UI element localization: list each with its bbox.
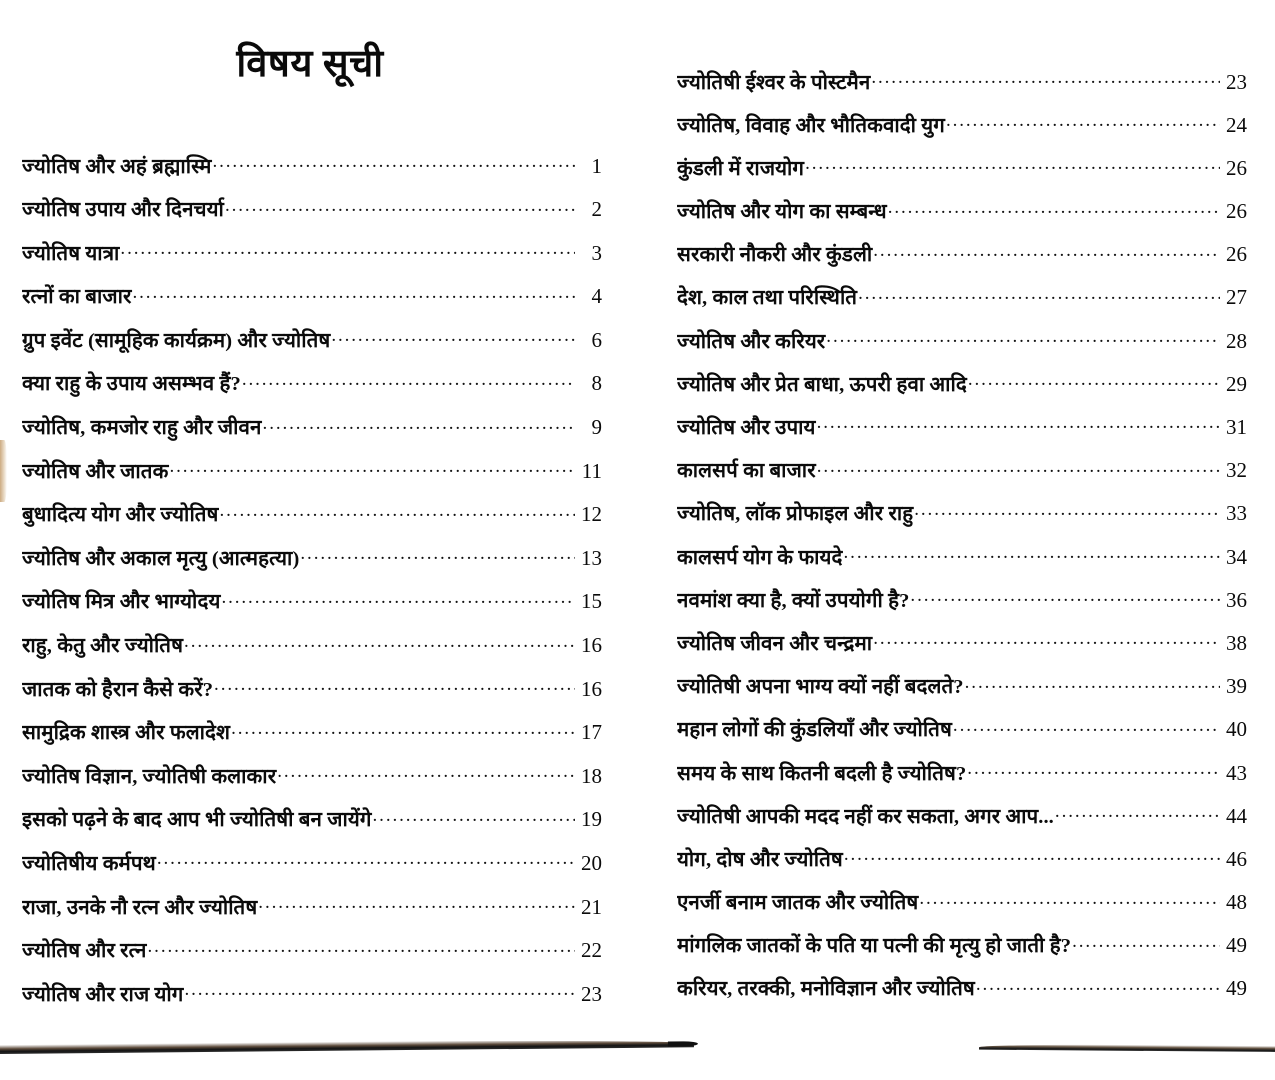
toc-dot-leader bbox=[212, 152, 575, 173]
toc-dot-leader bbox=[871, 68, 1220, 89]
toc-entry[interactable] bbox=[677, 586, 1247, 629]
toc-entry[interactable] bbox=[677, 889, 1247, 932]
toc-entry-page-number: 17 bbox=[581, 720, 602, 745]
toc-entry-label: ज्योतिष और प्रेत बाधा, ऊपरी हवा आदि bbox=[677, 373, 967, 396]
toc-entry[interactable] bbox=[677, 629, 1247, 672]
toc-entry[interactable] bbox=[677, 457, 1247, 500]
toc-entry-page-number: 13 bbox=[581, 545, 602, 570]
toc-dot-leader bbox=[331, 326, 575, 347]
toc-dot-leader bbox=[242, 370, 575, 391]
toc-entry-label: ज्योतिष, विवाह और भौतिकवादी युग bbox=[677, 114, 945, 137]
toc-entry[interactable] bbox=[677, 370, 1247, 413]
toc-entry-label: ज्योतिष और जातक bbox=[22, 460, 169, 483]
toc-dot-leader bbox=[910, 586, 1220, 607]
toc-entry-label: ज्योतिष मित्र और भाग्योदय bbox=[22, 591, 221, 614]
toc-entry-label: ज्योतिषी ईश्वर के पोस्टमैन bbox=[677, 71, 871, 94]
toc-entry-label: ग्रुप इवेंट (सामूहिक कार्यक्रम) और ज्योतिष bbox=[22, 329, 331, 352]
toc-dot-leader bbox=[220, 501, 576, 522]
toc-dot-leader bbox=[873, 629, 1220, 650]
toc-dot-leader bbox=[888, 198, 1220, 219]
toc-entry-page-number: 16 bbox=[581, 633, 602, 658]
toc-entry[interactable] bbox=[22, 632, 602, 676]
toc-entry[interactable] bbox=[677, 759, 1247, 802]
toc-column-right bbox=[677, 68, 1247, 1018]
toc-entry-page-number: 33 bbox=[1226, 501, 1247, 526]
toc-entry[interactable] bbox=[22, 719, 602, 763]
toc-entry-label: ज्योतिषीय कर्मपथ bbox=[22, 853, 156, 875]
toc-entry[interactable] bbox=[677, 500, 1247, 543]
toc-dot-leader bbox=[953, 716, 1220, 737]
toc-entry[interactable] bbox=[22, 850, 602, 894]
toc-dot-leader bbox=[844, 543, 1220, 564]
toc-entry-label: ज्योतिष यात्रा bbox=[22, 242, 120, 265]
toc-entry-page-number: 16 bbox=[581, 676, 602, 701]
toc-entry[interactable] bbox=[22, 501, 602, 545]
toc-dot-leader bbox=[976, 975, 1220, 996]
toc-entry-page-number: 28 bbox=[1226, 328, 1247, 353]
toc-entry-label: सामुद्रिक शास्त्र और फलादेश bbox=[22, 722, 231, 745]
toc-entry[interactable] bbox=[22, 457, 602, 501]
toc-entry-page-number: 48 bbox=[1226, 890, 1247, 915]
toc-entry-page-number: 11 bbox=[581, 458, 602, 483]
toc-column-left bbox=[22, 152, 602, 1024]
toc-entry-page-number: 4 bbox=[591, 284, 602, 309]
toc-entry-label: देश, काल तथा परिस्थिति bbox=[677, 287, 858, 310]
toc-entry-page-number: 15 bbox=[581, 589, 602, 614]
toc-entry-label: मांगलिक जातकों के पति या पत्नी की मृत्यु हो जाती है? bbox=[677, 935, 1072, 958]
toc-entry-label: ज्योतिष, लॉक प्रोफाइल और राहु bbox=[677, 503, 914, 526]
toc-entry-page-number: 18 bbox=[581, 763, 602, 788]
toc-dot-leader bbox=[817, 414, 1220, 435]
toc-entry-page-number: 29 bbox=[1226, 371, 1247, 396]
toc-dot-leader bbox=[946, 111, 1220, 132]
toc-entry[interactable] bbox=[677, 327, 1247, 370]
toc-entry-label: ज्योतिष और उपाय bbox=[677, 417, 816, 439]
toc-entry[interactable] bbox=[22, 239, 602, 283]
toc-dot-leader bbox=[805, 154, 1220, 175]
toc-entry[interactable] bbox=[677, 111, 1247, 154]
toc-entry-page-number: 9 bbox=[591, 415, 602, 440]
toc-entry-page-number: 27 bbox=[1226, 285, 1247, 310]
toc-entry-page-number: 39 bbox=[1226, 674, 1247, 699]
toc-entry-page-number: 1 bbox=[591, 153, 602, 178]
toc-entry-page-number: 21 bbox=[581, 894, 602, 919]
toc-entry[interactable] bbox=[677, 198, 1247, 241]
toc-entry[interactable] bbox=[677, 802, 1247, 845]
toc-entry-page-number: 6 bbox=[591, 327, 602, 352]
toc-entry[interactable] bbox=[22, 283, 602, 327]
toc-entry-page-number: 8 bbox=[591, 371, 602, 396]
toc-dot-leader bbox=[1072, 932, 1220, 953]
toc-entry-label: ज्योतिष उपाय और दिनचर्या bbox=[22, 199, 224, 222]
toc-dot-leader bbox=[184, 632, 575, 653]
toc-entry-label: ज्योतिषी आपकी मदद नहीं कर सकता, अगर आप... bbox=[677, 805, 1054, 828]
toc-entry-page-number: 32 bbox=[1226, 458, 1247, 483]
toc-entry-label: ज्योतिष और योग का सम्बन्ध bbox=[677, 201, 887, 224]
toc-entry-page-number: 19 bbox=[581, 807, 602, 832]
toc-dot-leader bbox=[277, 762, 575, 783]
toc-entry[interactable] bbox=[677, 975, 1247, 1018]
toc-entry-page-number: 46 bbox=[1226, 846, 1247, 871]
toc-dot-leader bbox=[120, 239, 575, 260]
toc-dot-leader bbox=[373, 806, 575, 827]
toc-entry[interactable] bbox=[22, 893, 602, 937]
toc-entry-label: ज्योतिषी अपना भाग्य क्यों नहीं बदलते? bbox=[677, 676, 964, 699]
toc-dot-leader bbox=[817, 457, 1220, 478]
toc-entry[interactable] bbox=[677, 716, 1247, 759]
toc-entry[interactable] bbox=[22, 980, 602, 1024]
toc-entry[interactable] bbox=[677, 154, 1247, 197]
toc-entry-page-number: 38 bbox=[1226, 630, 1247, 655]
toc-dot-leader bbox=[965, 673, 1220, 694]
toc-entry-label: ज्योतिष जीवन और चन्द्रमा bbox=[677, 632, 873, 655]
toc-entry-label: बुधादित्य योग और ज्योतिष bbox=[22, 504, 219, 527]
toc-entry-label: महान लोगों की कुंडलियाँ और ज्योतिष bbox=[677, 719, 952, 742]
toc-entry-page-number: 40 bbox=[1226, 717, 1247, 742]
toc-dot-leader bbox=[258, 893, 575, 914]
toc-entry-label: करियर, तरक्की, मनोविज्ञान और ज्योतिष bbox=[677, 978, 975, 1001]
page-edge-left bbox=[0, 1038, 694, 1054]
toc-entry-page-number: 23 bbox=[581, 981, 602, 1006]
toc-entry-label: ज्योतिष और अकाल मृत्यु (आत्महत्या) bbox=[22, 547, 300, 570]
toc-entry[interactable] bbox=[677, 68, 1247, 111]
toc-entry-page-number: 26 bbox=[1226, 199, 1247, 224]
toc-entry[interactable] bbox=[22, 937, 602, 981]
toc-entry-label: ज्योतिष और अहं ब्रह्मास्मि bbox=[22, 155, 212, 178]
toc-dot-leader bbox=[133, 283, 576, 304]
toc-entry-label: राहु, केतु और ज्योतिष bbox=[22, 635, 184, 658]
toc-entry-label: ज्योतिष और राज योग bbox=[22, 983, 184, 1006]
toc-entry-label: राजा, उनके नौ रत्न और ज्योतिष bbox=[22, 896, 258, 919]
toc-entry-label: कुंडली में राजयोग bbox=[677, 157, 805, 180]
toc-dot-leader bbox=[225, 196, 575, 217]
toc-entry-label: ज्योतिष, कमजोर राहु और जीवन bbox=[22, 417, 262, 440]
toc-entry-label: रत्नों का बाजार bbox=[22, 286, 132, 309]
book-binding-mark bbox=[0, 440, 7, 502]
toc-entry[interactable] bbox=[677, 241, 1247, 284]
toc-dot-leader bbox=[967, 759, 1220, 780]
toc-entry[interactable] bbox=[22, 152, 602, 196]
toc-entry[interactable] bbox=[22, 762, 602, 806]
toc-entry-page-number: 20 bbox=[581, 851, 602, 875]
toc-entry-page-number: 43 bbox=[1226, 760, 1247, 785]
toc-entry-label: क्या राहु के उपाय असम्भव हैं? bbox=[22, 373, 241, 396]
toc-entry[interactable] bbox=[22, 675, 602, 719]
toc-entry[interactable] bbox=[677, 845, 1247, 888]
toc-entry-label: जातक को हैरान कैसे करें? bbox=[22, 678, 214, 701]
page-edge-right bbox=[979, 1044, 1275, 1052]
toc-entry-page-number: 49 bbox=[1226, 976, 1247, 1001]
toc-entry-page-number: 12 bbox=[581, 502, 602, 527]
toc-entry-page-number: 34 bbox=[1226, 544, 1247, 569]
toc-dot-leader bbox=[1055, 802, 1220, 823]
toc-entry[interactable] bbox=[677, 414, 1247, 457]
toc-entry-label: योग, दोष और ज्योतिष bbox=[677, 848, 843, 871]
toc-dot-leader bbox=[148, 937, 575, 958]
toc-entry-page-number: 49 bbox=[1226, 933, 1247, 958]
toc-entry[interactable] bbox=[677, 543, 1247, 586]
toc-entry[interactable] bbox=[22, 196, 602, 240]
toc-entry[interactable] bbox=[22, 414, 602, 458]
toc-entry-page-number: 31 bbox=[1226, 415, 1247, 439]
toc-entry-label: ज्योतिष और रत्न bbox=[22, 940, 147, 963]
toc-dot-leader bbox=[300, 544, 575, 565]
toc-dot-leader bbox=[221, 588, 575, 609]
toc-dot-leader bbox=[263, 414, 575, 435]
toc-entry-label: कालसर्प का बाजार bbox=[677, 460, 816, 483]
toc-dot-leader bbox=[184, 980, 575, 1001]
toc-entry-page-number: 26 bbox=[1226, 155, 1247, 180]
toc-entry[interactable] bbox=[677, 673, 1247, 716]
toc-dot-leader bbox=[914, 500, 1220, 521]
toc-dot-leader bbox=[214, 675, 575, 696]
toc-entry-page-number: 24 bbox=[1226, 112, 1247, 137]
toc-entry-label: सरकारी नौकरी और कुंडली bbox=[677, 244, 873, 267]
toc-entry[interactable] bbox=[22, 806, 602, 850]
toc-entry[interactable] bbox=[677, 932, 1247, 975]
toc-entry-label: ज्योतिष और करियर bbox=[677, 330, 826, 353]
toc-entry[interactable] bbox=[22, 544, 602, 588]
toc-entry-label: इसको पढ़ने के बाद आप भी ज्योतिषी बन जायेंगे bbox=[22, 809, 372, 832]
toc-dot-leader bbox=[157, 850, 575, 871]
toc-dot-leader bbox=[919, 889, 1220, 910]
toc-entry[interactable] bbox=[22, 326, 602, 370]
toc-entry-page-number: 2 bbox=[591, 197, 602, 222]
toc-dot-leader bbox=[169, 457, 575, 478]
toc-dot-leader bbox=[873, 241, 1220, 262]
toc-entry-page-number: 44 bbox=[1226, 803, 1247, 828]
toc-entry-label: नवमांश क्या है, क्यों उपयोगी है? bbox=[677, 589, 910, 612]
toc-entry-label: ज्योतिष विज्ञान, ज्योतिषी कलाकार bbox=[22, 765, 277, 788]
toc-dot-leader bbox=[826, 327, 1220, 348]
toc-dot-leader bbox=[844, 845, 1220, 866]
toc-dot-leader bbox=[231, 719, 575, 740]
toc-entry-label: समय के साथ कितनी बदली है ज्योतिष? bbox=[677, 762, 967, 785]
toc-dot-leader bbox=[858, 284, 1220, 305]
toc-entry[interactable] bbox=[22, 588, 602, 632]
toc-entry[interactable] bbox=[677, 284, 1247, 327]
toc-entry-page-number: 36 bbox=[1226, 587, 1247, 612]
toc-entry-page-number: 3 bbox=[591, 240, 602, 265]
page-title: विषय सूची bbox=[236, 43, 384, 85]
toc-entry-label: कालसर्प योग के फायदे bbox=[677, 546, 843, 569]
toc-entry-page-number: 26 bbox=[1226, 242, 1247, 267]
toc-entry-label: एनर्जी बनाम जातक और ज्योतिष bbox=[677, 892, 919, 915]
toc-entry[interactable] bbox=[22, 370, 602, 414]
toc-entry-page-number: 23 bbox=[1226, 69, 1247, 94]
toc-dot-leader bbox=[968, 370, 1220, 391]
toc-entry-page-number: 22 bbox=[581, 938, 602, 963]
